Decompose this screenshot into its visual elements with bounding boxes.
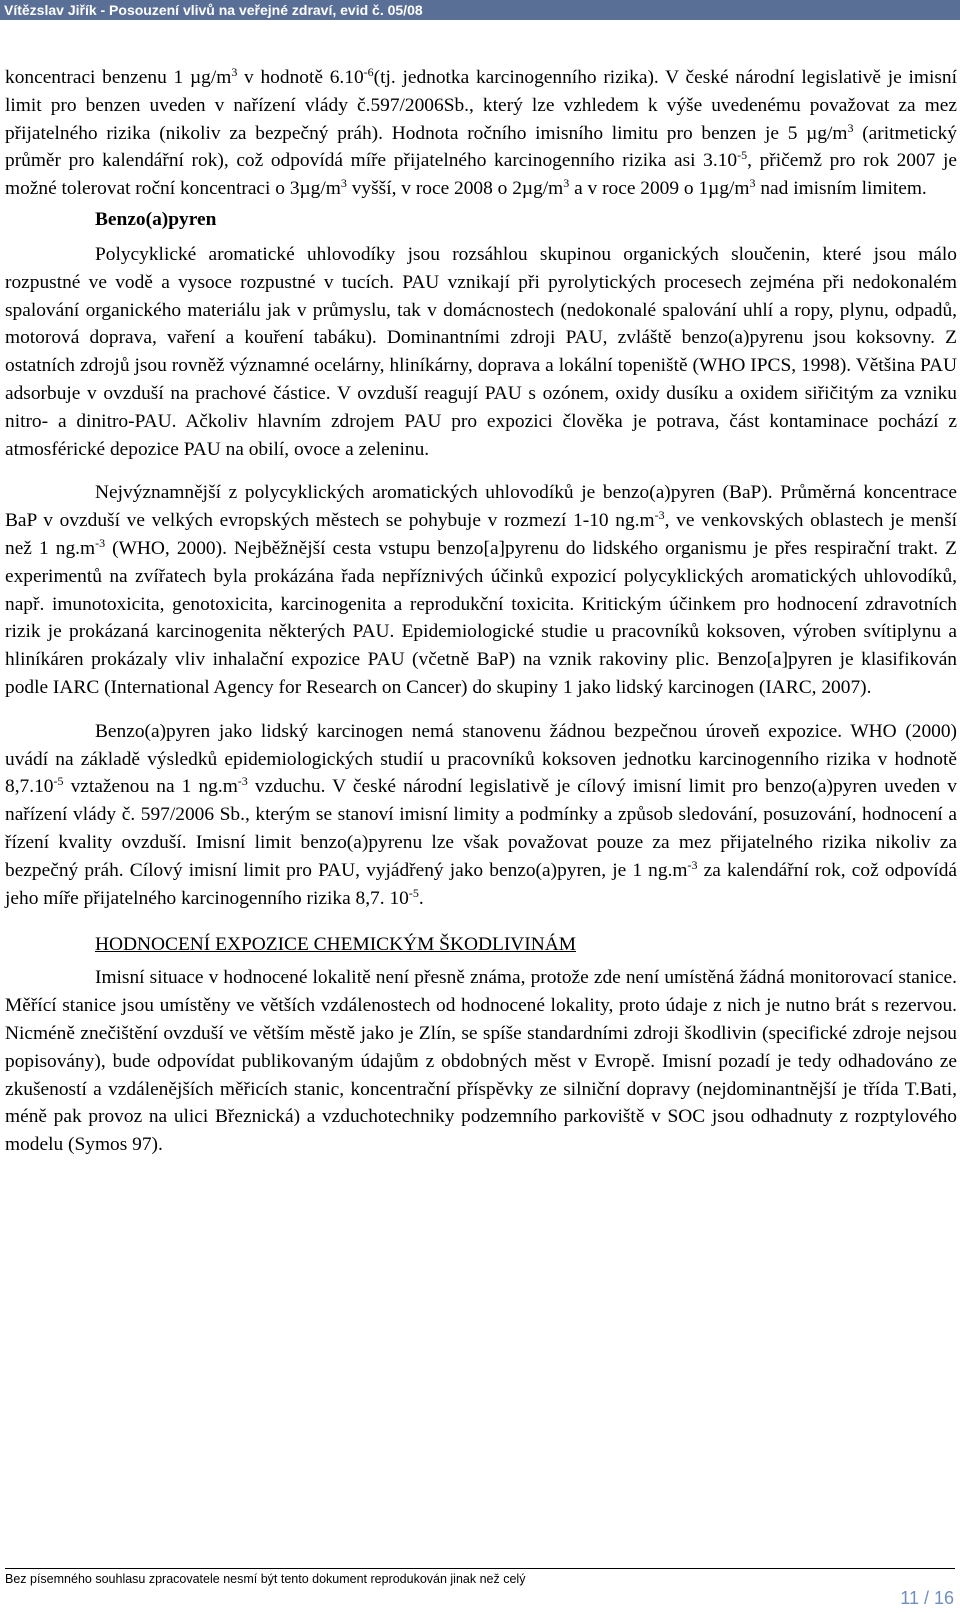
section-heading-benzopyren: Benzo(a)pyren [95, 208, 217, 230]
paragraph-bap-concentration [5, 479, 957, 701]
superscript: -3 [237, 774, 248, 789]
superscript: 3 [563, 176, 570, 191]
text-run: Benzo(a)pyren jako lidský karcinogen nemá stanovenu žádnou bezpečnou úroveň expozice. WHO (2000) uvádí na základě výsledků epidemiologických studií u pracovníků koksoven jednotku karcinogenního rizika v hodnotě 8,7.10 [5, 720, 957, 798]
text-run: (aritmetický průměr pro kalendářní rok), což odpovídá míře přijatelného karcinogenního rizika asi 3.10 [5, 122, 957, 172]
text-run: vzduchu. V české národní legislativě je cílový imisní limit pro benzo(a)pyren uveden v nařízení vlády č. 597/2006 Sb., kterým se stanoví imisní limity a podmínky a způsob sledování, posuzování, hodnocení a řízení kvality ovzduší. Imisní limit benzo(a)pyrenu lze však považovat pouze za mez přijatelného rizika nikoliv za bezpečný práh. Cílový imisní limit pro PAU, vyjádřený jako benzo(a)pyren, je 1 ng.m [5, 776, 957, 881]
text-run: . [418, 887, 424, 909]
paragraph-gap [5, 463, 957, 479]
section-heading-exposure: HODNOCENÍ EXPOZICE CHEMICKÝM ŠKODLIVINÁM [95, 934, 576, 956]
superscript: 3 [847, 120, 854, 135]
text-run: za kalendářní rok, což odpovídá jeho míře přijatelného karcinogenního rizika 8,7. 10 [5, 859, 957, 909]
footer-notice: Bez písemného souhlasu zpracovatele nesmí být tento dokument reprodukován jinak než celý [5, 1572, 526, 1586]
text-run: (WHO, 2000). Nejběžnější cesta vstupu benzo[a]pyrenu do lidského organismu je přes respirační trakt. Z experimentů na zvířatech byla prokázána řada nepříznivých účinků expozicí polycyklických aromatických uhlovodíků, např. imunotoxicita, genotoxicita, karcinogenita a reprodukční toxicita. Kritickým účinkem pro hodnocení zdravotních rizik je prokázaná karcinogenita některých PAU. Epidemiologické studie u pracovníků koksoven, výroben svítiplynu a hliníkáren prokázaly vliv inhalační expozice PAU (včetně BaP) na vznik rakoviny plic. Benzo[a]pyren je klasifikován podle IARC (International Agency for Research on Cancer) do skupiny 1 jako lidský karcinogen (IARC, 2007). [5, 537, 958, 698]
text-run: (tj. jednotka karcinogenního rizika). V české národní legislativě je imisní limit pro benzen uveden v nařízení vlády č.597/2006Sb., který lze vzhledem k výše uvedenému považovat za mez přijatelného rizika (nikoliv za bezpečný práh). Hodnota ročního imisního limitu pro benzen je 5 µg/m [5, 67, 957, 144]
superscript: 3 [749, 176, 756, 191]
text-run: vztaženou na 1 ng.m [63, 776, 238, 798]
superscript: -3 [654, 508, 665, 523]
paragraph-gap [5, 702, 957, 718]
text-run: vyšší, v roce 2008 o 2µg/m [346, 178, 564, 200]
paragraph-benzene-limit [5, 64, 957, 203]
superscript: 3 [340, 176, 347, 191]
paragraph-bap-risk [5, 718, 957, 913]
text-run: a v roce 2009 o 1µg/m [569, 178, 750, 200]
text-run: v hodnotě 6.10 [237, 67, 364, 88]
superscript: -3 [95, 535, 106, 550]
header-title: Vítězslav Jiřík - Posouzení vlivů na veřejné zdraví, evid č. 05/08 [4, 2, 423, 18]
footer-divider [5, 1568, 955, 1569]
page-header [0, 0, 960, 20]
paragraph-pau-description: Polycyklické aromatické uhlovodíky jsou rozsáhlou skupinou organických sloučenin, které jsou málo rozpustné ve vodě a vysoce rozpustné v tucích. PAU vznikají při pyrolytických procesech zejména při nedokonalém spalování organického materiálu jak v průmyslu, tak v domácnostech (nedokonalé spalování uhlí a ropy, plynu, odpadů, motorová doprava, vaření a kouření tabáku). Dominantními zdroji PAU, zvláště benzo(a)pyrenu jsou koksovny. Z ostatních zdrojů jsou rovněž významné ocelárny, hliníkárny, doprava a lokální topeniště (WHO IPCS, 1998). Většina PAU adsorbuje v ovzduší na prachové částice. V ovzduší reagují PAU s ozónem, oxidy dusíku a oxidem siřičitým za vzniku nitro- a dinitro-PAU. Ačkoliv hlavním zdrojem PAU pro expozici člověka je potrava, část kontaminace pochází z atmosférické depozice PAU na obilí, ovoce a zeleninu. [5, 243, 957, 460]
document-body [5, 64, 957, 1159]
text-run: , přičemž pro rok 2007 je možné tolerovat roční koncentraci o 3µg/m [5, 150, 957, 200]
superscript: 3 [231, 65, 238, 79]
paragraph-gap [5, 912, 957, 928]
superscript: -5 [53, 774, 64, 789]
paragraph-immission-situation: Imisní situace v hodnocené lokalitě není přesně známa, protože zde není umístěná žádná monitorovací stanice. Měřící stanice jsou umístěny ve větších vzdálenostech od hodnocené lokality, proto údaje z nich je nutno brát s rezervou. Nicméně znečištění ovzduší ve větším městě jako je Zlín, se spíše standardními zdroji škodlivin (specifické zdroje nejsou popisovány), bude odpovídat publikovaným údajům z obdobných měst v Evropě. Imisní pozadí je tedy odhadováno ze zkušeností a vzdálenějších měřicích stanic, koncentrační příspěvky ze silniční dopravy (nejdominantnější je třída T.Bati, méně pak provoz na ulici Březnická) a vzduchotechniky podzemního parkoviště v SOC jsou odhadnuty z rozptylového modelu (Symos 97). [5, 967, 957, 1156]
superscript: -5 [408, 885, 419, 900]
text-run: nad imisním limitem. [755, 178, 927, 200]
text-run: Nejvýznamnější z polycyklických aromatických uhlovodíků je benzo(a)pyren (BaP). Průměrná koncentrace BaP v ovzduší ve velkých evropských městech se pohybuje v rozmezí 1-10 ng.m [5, 482, 957, 532]
text-run: , ve venkovských oblastech je menší než 1 ng.m [5, 510, 957, 559]
text-run: koncentraci benzenu 1 µg/m [5, 67, 232, 88]
superscript: -5 [737, 148, 748, 163]
page-number: 11 / 16 [900, 1588, 954, 1608]
superscript: -6 [363, 65, 374, 79]
superscript: -3 [687, 857, 698, 872]
